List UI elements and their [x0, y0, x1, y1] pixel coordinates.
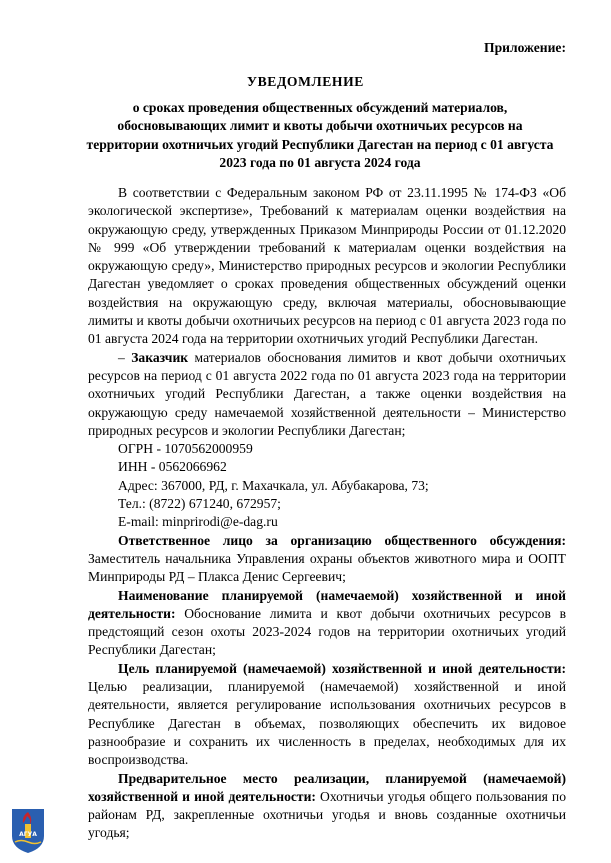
place-label: Предварительное место реализации, планируемой (намечаемой) хозяйственной и иной деятельности:: [88, 770, 566, 804]
activity-name-text: Обоснование лимита и квот добычи охотничьих ресурсов в предстоящий сезон охоты 2023-2024 годов на территории охотничьих угодий Республики Дагестан;: [88, 605, 566, 658]
activity-name-paragraph: [88, 587, 566, 660]
emblem-label: АГУА: [19, 831, 37, 838]
notice-title: УВЕДОМЛЕНИЕ: [247, 74, 364, 89]
goal-label: Цель планируемой (намечаемой) хозяйственной и иной деятельности:: [118, 660, 566, 676]
intro-paragraph: В соответствии с Федеральным законом РФ от 23.11.1995 № 174-ФЗ «Об экологической экспертизе», Требований к материалам оценки воздействия на окружающую среду, утвержденных Приказом Минприроды России от 01.12.2020 № 999 «Об утверждении требований к материалам оценки воздействия на окружающую среду», Министерство природных ресурсов и экологии Республики Дагестан уведомляет о сроках проведения общественных обсуждений оценки воздействия на окружающую среду, включая материалы, обосновывающие лимиты и квоты добычи охотничьих ресурсов на период с 01 августа 2023 года по 01 августа 2024 года на территории охотничьих угодий Республики Дагестан.: [88, 185, 566, 347]
activity-name-label: Наименование планируемой (намечаемой) хозяйственной и иной деятельности:: [88, 587, 566, 621]
place-text: Охотничьи угодья общего пользования по районам РД, закрепленные охотничьи угодья и вновь созданные охотничьи угодья;: [88, 788, 567, 841]
customer-label: Заказчик: [131, 349, 189, 365]
notice-subtitle: о сроках проведения общественных обсуждений материалов, обосновывающих лимит и квоты добычи охотничьих ресурсов на территории охотничьих угодий Республики Дагестан на период с 01 августа 2023 года по 01 августа 2024 года: [86, 100, 554, 170]
document-body: [88, 184, 566, 843]
customer-dash: –: [118, 349, 132, 365]
address-line: Адрес: 367000, РД, г. Махачкала, ул. Абубакарова, 73;: [118, 477, 429, 493]
phone-line: Тел.: (8722) 671240, 672957;: [118, 496, 281, 512]
responsible-label: Ответственное лицо за организацию общественного обсуждения:: [118, 532, 566, 548]
emblem-icon: [10, 806, 46, 854]
goal-paragraph: [88, 660, 566, 770]
ogrn-line: ОГРН - 1070562000959: [118, 441, 253, 457]
place-paragraph: [88, 770, 566, 843]
appendix-label: Приложение:: [484, 40, 566, 55]
responsible-paragraph: [88, 532, 566, 587]
customer-text: материалов обоснования лимитов и квот добычи охотничьих ресурсов на период с 01 августа 2022 года по 01 августа 2023 года на территории охотничьих угодий Республики Дагестан, а также оценки воздействия на окружающую среду намечаемой хозяйственной деятельности – Министерство природных ресурсов и экологии Республики Дагестан;: [88, 349, 566, 438]
customer-paragraph: [88, 349, 566, 440]
responsible-text: Заместитель начальника Управления охраны объектов животного мира и ООПТ Минприроды РД – Плакса Денис Сергеевич;: [88, 550, 566, 585]
email-line: E-mail: minprirodi@e-dag.ru: [118, 514, 278, 530]
goal-text: Целью реализации, планируемой (намечаемой) хозяйственной и иной деятельности, является регулирование использования охотничьих ресурсов в Республике Дагестан в объемах, позволяющих обеспечить их видовое разнообразие и сохранить их численность в пределах, необходимых для их воспроизводства.: [88, 679, 566, 768]
inn-line: ИНН - 0562066962: [118, 459, 227, 475]
